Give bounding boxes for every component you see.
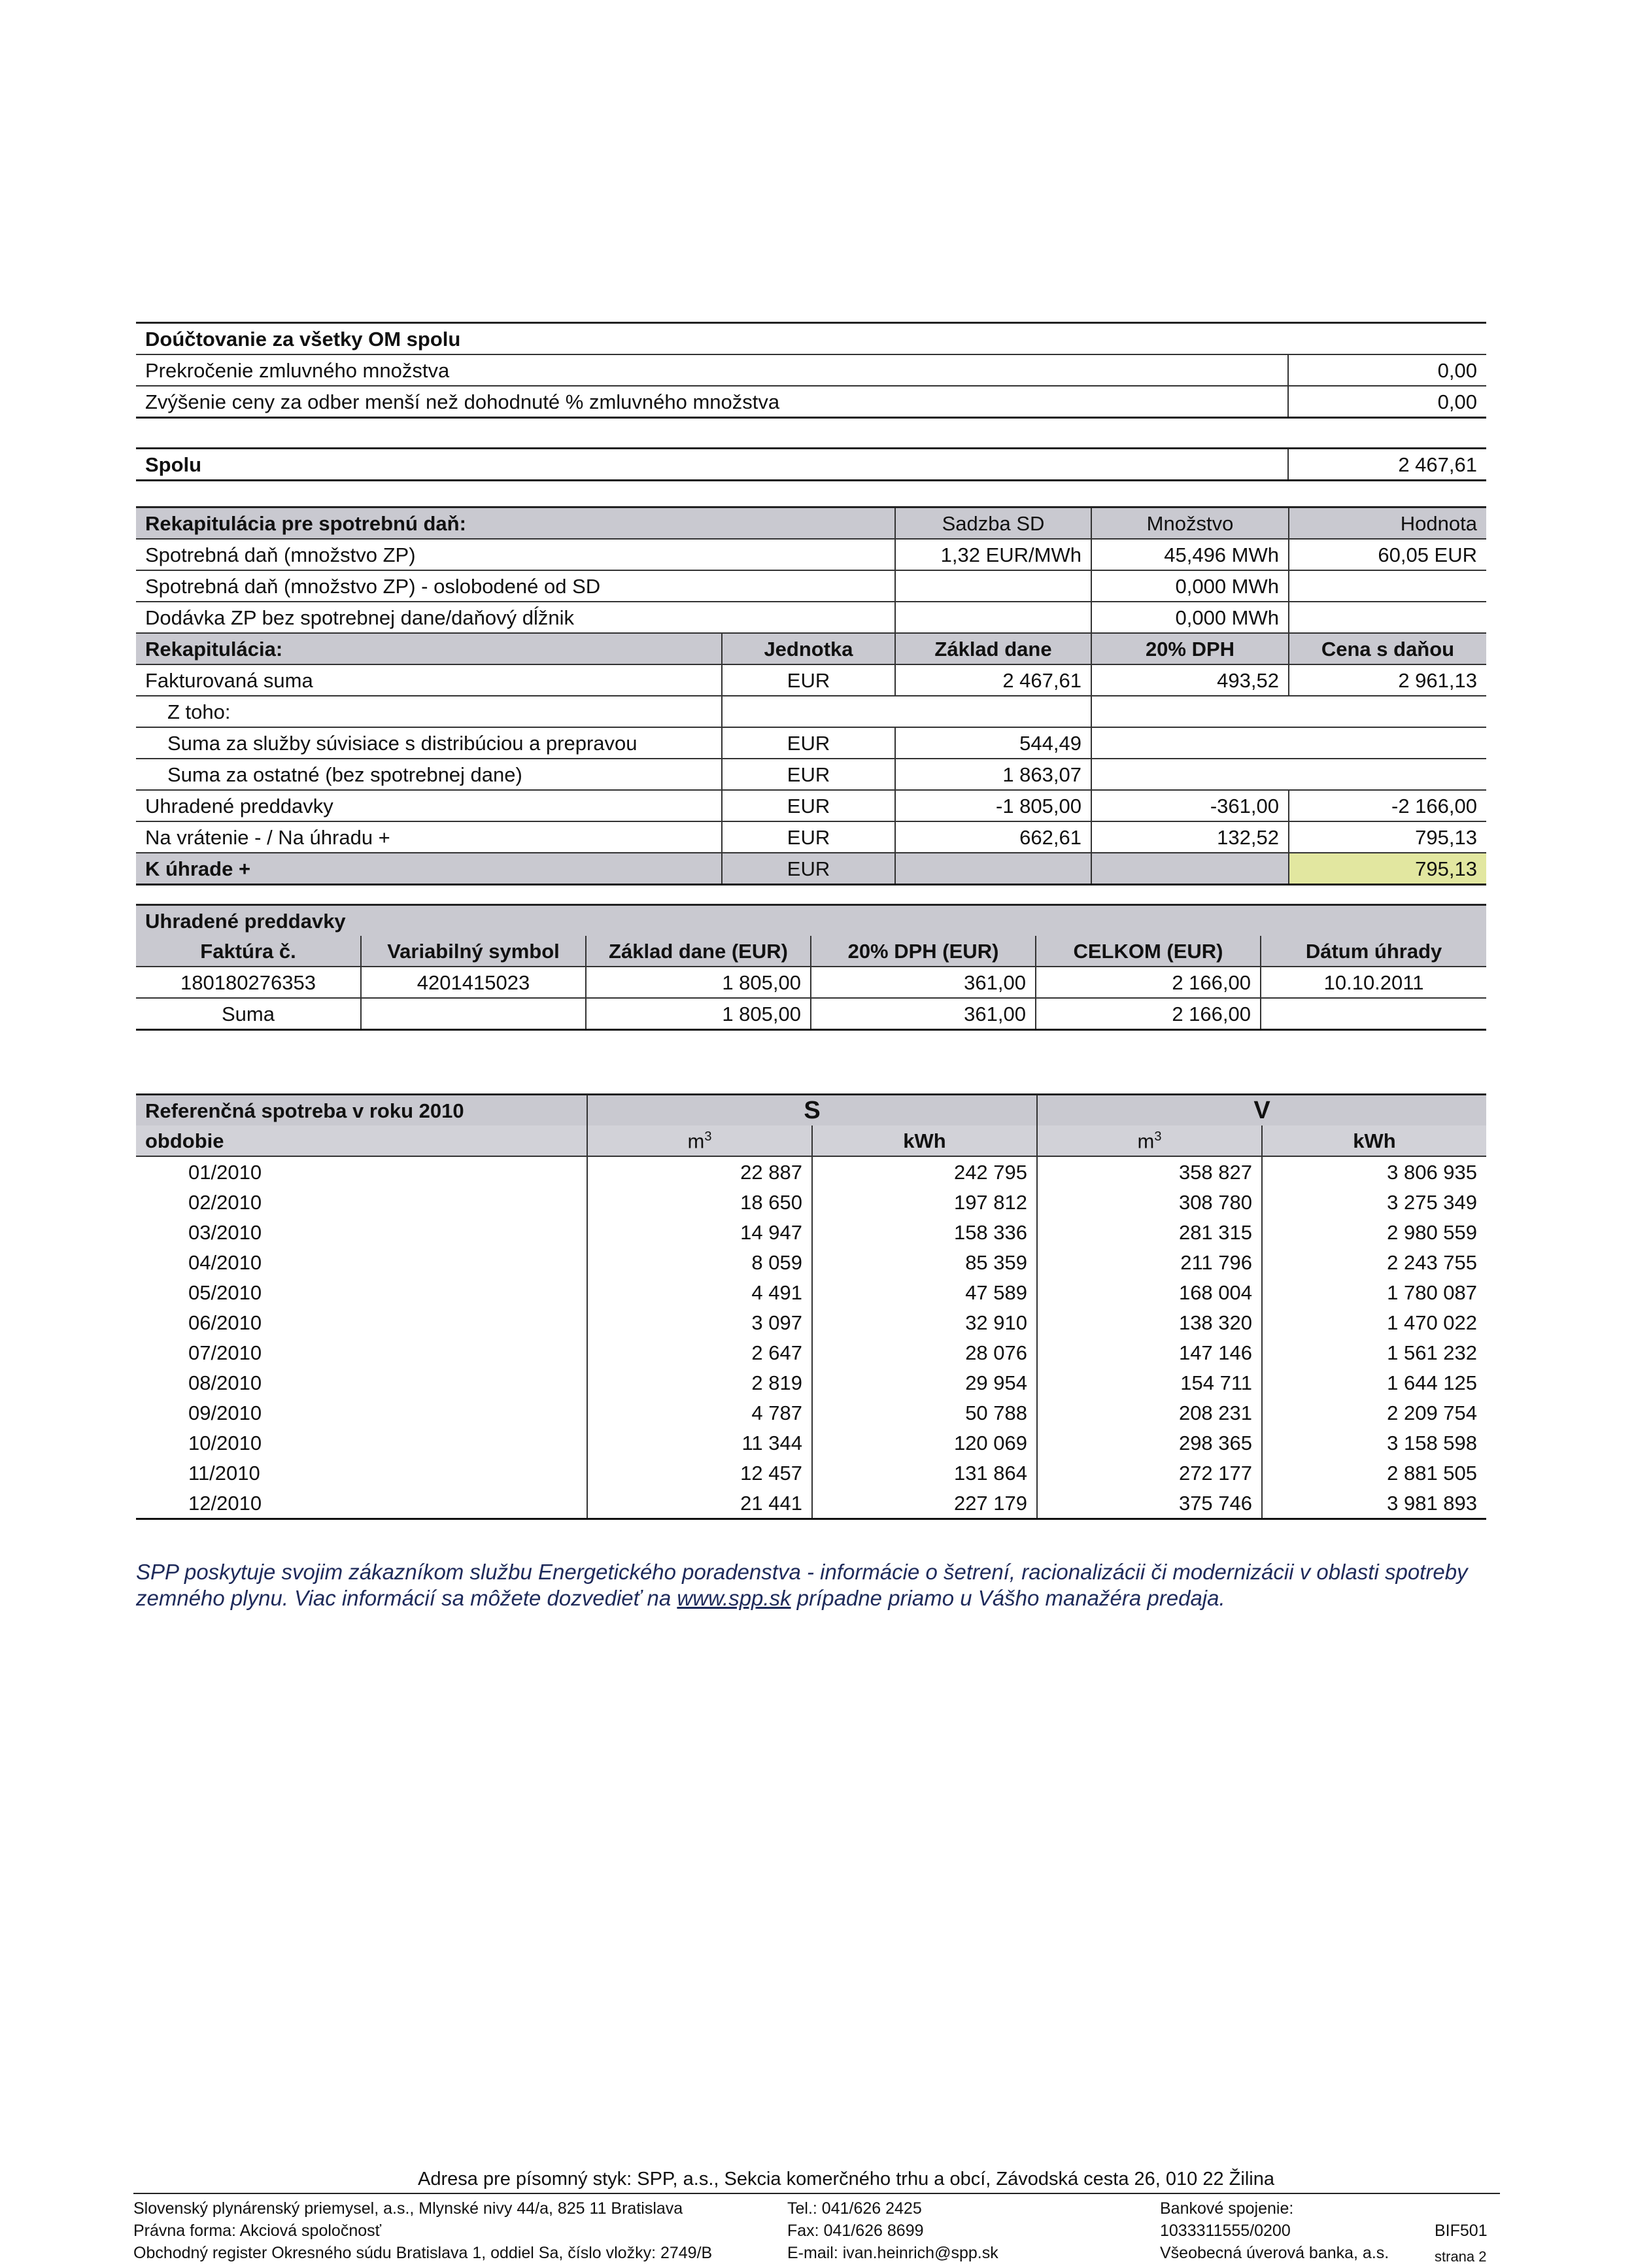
adv-invoice: 180180276353 bbox=[136, 967, 361, 998]
due-unit: EUR bbox=[722, 853, 895, 885]
excise-header bbox=[136, 507, 1486, 540]
footer-address: Adresa pre písomný styk: SPP, a.s., Sekcia komerčného trhu a obcí, Závodská cesta 26, 010 22 Žilina bbox=[418, 2169, 1274, 2190]
reference-header bbox=[136, 1095, 1486, 1126]
note-line-1: SPP poskytuje svojim zákazníkom službu Energetického poradenstva - informácie o šetrení, racionalizácii či modernizácii v oblasti spotreby bbox=[136, 1560, 1468, 1584]
recap-vat: -361,00 bbox=[1091, 790, 1289, 821]
recap-total: 2 961,13 bbox=[1398, 668, 1477, 692]
footer-company: Slovenský plynárenský priemysel, a.s., Mlynské nivy 44/a, 825 11 Bratislava bbox=[133, 2199, 683, 2218]
table-row bbox=[136, 386, 1486, 418]
reference-table bbox=[136, 1093, 1486, 1520]
footer bbox=[133, 2169, 1500, 2265]
excise-value-header: Hodnota bbox=[1289, 507, 1486, 540]
table-row bbox=[136, 821, 1486, 853]
adv-vs: 4201415023 bbox=[361, 967, 586, 998]
adv-date: 10.10.2011 bbox=[1323, 971, 1424, 994]
reference-s-kwh: 158 336 bbox=[812, 1217, 1037, 1247]
recap-base: 1 863,07 bbox=[895, 759, 1091, 790]
reference-v-m3: 168 004 bbox=[1037, 1277, 1262, 1307]
excise-rate bbox=[895, 602, 1091, 633]
advances-header bbox=[136, 936, 1486, 967]
recap-sub-label: Suma za ostatné (bez spotrebnej dane) bbox=[136, 759, 722, 790]
reference-s-kwh: 50 788 bbox=[812, 1398, 1037, 1428]
reference-period: 01/2010 bbox=[136, 1156, 587, 1187]
table-row bbox=[136, 1488, 1486, 1519]
reference-v-kwh: 1 780 087 bbox=[1387, 1280, 1478, 1304]
footer-code-block bbox=[1435, 2197, 1488, 2268]
footer-bank-name: Všeobecná úverová banka, a.s. bbox=[1160, 2244, 1389, 2262]
footer-bank-label: Bankové spojenie: bbox=[1160, 2199, 1294, 2218]
footer-fax: Fax: 041/626 8699 bbox=[787, 2222, 924, 2240]
reference-unit-kwh: kWh bbox=[812, 1125, 1037, 1156]
settlement-title: Doúčtovanie za všetky OM spolu bbox=[145, 327, 461, 351]
footer-register: Obchodný register Okresného súdu Bratislava 1, oddiel Sa, číslo vložky: 2749/B bbox=[133, 2244, 713, 2262]
reference-s-kwh: 131 864 bbox=[812, 1458, 1037, 1488]
due-total: 795,13 bbox=[1289, 853, 1486, 885]
adv-sum-vat: 361,00 bbox=[811, 998, 1036, 1030]
unit-m-label: m bbox=[687, 1129, 705, 1153]
settlement-label: Prekročenie zmluvného množstva bbox=[136, 354, 1288, 386]
note-text: zemného plynu. Viac informácií sa môžete dozvedieť na bbox=[136, 1586, 677, 1610]
reference-subheader bbox=[136, 1125, 1486, 1156]
adv-date-header: Dátum úhrady bbox=[1261, 936, 1486, 967]
recap-base: -1 805,00 bbox=[895, 790, 1091, 821]
due-row bbox=[136, 853, 1486, 885]
reference-v-m3: 281 315 bbox=[1037, 1217, 1262, 1247]
table-row bbox=[136, 1277, 1486, 1307]
reference-s-m3: 4 787 bbox=[587, 1398, 812, 1428]
reference-s-m3: 3 097 bbox=[587, 1307, 812, 1337]
reference-title: Referenčná spotreba v roku 2010 bbox=[136, 1095, 587, 1126]
settlement-table bbox=[136, 322, 1486, 419]
footer-company-block bbox=[133, 2197, 712, 2264]
reference-period: 07/2010 bbox=[136, 1337, 587, 1367]
table-row bbox=[136, 1337, 1486, 1367]
recap-vat: 132,52 bbox=[1091, 821, 1289, 853]
page-number: strana 2 bbox=[1435, 2248, 1487, 2265]
reference-period: 08/2010 bbox=[136, 1367, 587, 1398]
reference-v-m3: 358 827 bbox=[1037, 1156, 1262, 1187]
table-row bbox=[136, 1307, 1486, 1337]
table-row bbox=[136, 570, 1486, 602]
reference-s-m3: 22 887 bbox=[587, 1156, 812, 1187]
reference-period: 06/2010 bbox=[136, 1307, 587, 1337]
table-row bbox=[136, 449, 1486, 481]
reference-period: 10/2010 bbox=[136, 1428, 587, 1458]
excise-qty: 45,496 MWh bbox=[1091, 539, 1289, 570]
table-row bbox=[136, 696, 1486, 727]
recap-unit-header: Jednotka bbox=[722, 633, 895, 664]
table-row bbox=[136, 790, 1486, 821]
recap-table bbox=[136, 506, 1486, 885]
excise-value: 60,05 EUR bbox=[1378, 543, 1477, 566]
reference-body bbox=[136, 1156, 1486, 1519]
reference-s-m3: 14 947 bbox=[587, 1217, 812, 1247]
reference-v-kwh: 1 470 022 bbox=[1387, 1311, 1478, 1334]
table-row bbox=[136, 1428, 1486, 1458]
reference-s-m3: 4 491 bbox=[587, 1277, 812, 1307]
note-line-2 bbox=[136, 1585, 1489, 1611]
excise-rate-header: Sadzba SD bbox=[895, 507, 1091, 540]
reference-period: 04/2010 bbox=[136, 1247, 587, 1277]
reference-v-kwh: 2 881 505 bbox=[1387, 1461, 1478, 1485]
adv-vat: 361,00 bbox=[811, 967, 1036, 998]
reference-s-kwh: 197 812 bbox=[812, 1187, 1037, 1217]
adv-vs-header: Variabilný symbol bbox=[361, 936, 586, 967]
spp-link[interactable]: www.spp.sk bbox=[677, 1586, 791, 1610]
reference-period: 12/2010 bbox=[136, 1488, 587, 1519]
reference-group-s: S bbox=[587, 1095, 1037, 1126]
recap-total: 795,13 bbox=[1415, 825, 1477, 849]
table-row bbox=[136, 967, 1486, 998]
adv-invoice-header: Faktúra č. bbox=[136, 936, 361, 967]
footer-bank-block bbox=[1160, 2197, 1389, 2264]
adv-sum-total: 2 166,00 bbox=[1036, 998, 1261, 1030]
table-row bbox=[136, 1367, 1486, 1398]
unit-sup: 3 bbox=[704, 1129, 712, 1144]
reference-s-m3: 2 647 bbox=[587, 1337, 812, 1367]
reference-v-kwh: 2 243 755 bbox=[1387, 1250, 1478, 1274]
table-row bbox=[136, 1458, 1486, 1488]
advances-title: Uhradené preddavky bbox=[136, 905, 1486, 936]
recap-vat: 493,52 bbox=[1091, 664, 1289, 696]
reference-s-kwh: 242 795 bbox=[812, 1156, 1037, 1187]
reference-v-m3: 308 780 bbox=[1037, 1187, 1262, 1217]
reference-period-header: obdobie bbox=[136, 1125, 587, 1156]
recap-title: Rekapitulácia: bbox=[136, 633, 722, 664]
excise-rate: 1,32 EUR/MWh bbox=[895, 539, 1091, 570]
adv-base-header: Základ dane (EUR) bbox=[586, 936, 811, 967]
footer-email: E-mail: ivan.heinrich@spp.sk bbox=[787, 2244, 998, 2262]
adv-sum-label: Suma bbox=[136, 998, 361, 1030]
adv-base: 1 805,00 bbox=[586, 967, 811, 998]
reference-v-m3: 147 146 bbox=[1037, 1337, 1262, 1367]
total-value: 2 467,61 bbox=[1398, 453, 1477, 476]
reference-period: 02/2010 bbox=[136, 1187, 587, 1217]
excise-title: Rekapitulácia pre spotrebnú daň: bbox=[136, 507, 895, 540]
reference-s-kwh: 120 069 bbox=[812, 1428, 1037, 1458]
table-row bbox=[136, 602, 1486, 633]
excise-label: Dodávka ZP bez spotrebnej dane/daňový dĺžnik bbox=[136, 602, 895, 633]
reference-s-m3: 21 441 bbox=[587, 1488, 812, 1519]
advisory-note bbox=[136, 1559, 1489, 1611]
recap-of-which: Z toho: bbox=[136, 696, 722, 727]
reference-s-m3: 8 059 bbox=[587, 1247, 812, 1277]
total-label: Spolu bbox=[136, 449, 1288, 481]
recap-label: Na vrátenie - / Na úhradu + bbox=[136, 821, 722, 853]
reference-v-kwh: 1 561 232 bbox=[1387, 1341, 1478, 1364]
recap-header bbox=[136, 633, 1486, 664]
table-row bbox=[136, 727, 1486, 759]
reference-period: 05/2010 bbox=[136, 1277, 587, 1307]
reference-s-m3: 18 650 bbox=[587, 1187, 812, 1217]
reference-v-kwh: 3 806 935 bbox=[1387, 1160, 1478, 1184]
reference-s-kwh: 85 359 bbox=[812, 1247, 1037, 1277]
reference-v-m3: 298 365 bbox=[1037, 1428, 1262, 1458]
recap-base: 662,61 bbox=[895, 821, 1091, 853]
reference-s-m3: 12 457 bbox=[587, 1458, 812, 1488]
reference-s-m3: 2 819 bbox=[587, 1367, 812, 1398]
adv-total: 2 166,00 bbox=[1036, 967, 1261, 998]
table-row bbox=[136, 664, 1486, 696]
recap-total-header: Cena s daňou bbox=[1289, 633, 1486, 664]
adv-sum-base: 1 805,00 bbox=[586, 998, 811, 1030]
reference-v-kwh: 3 275 349 bbox=[1387, 1190, 1478, 1214]
reference-s-kwh: 29 954 bbox=[812, 1367, 1037, 1398]
reference-v-m3: 375 746 bbox=[1037, 1488, 1262, 1519]
reference-v-m3: 208 231 bbox=[1037, 1398, 1262, 1428]
recap-base-header: Základ dane bbox=[895, 633, 1091, 664]
reference-s-kwh: 32 910 bbox=[812, 1307, 1037, 1337]
table-row bbox=[136, 1187, 1486, 1217]
recap-base: 2 467,61 bbox=[895, 664, 1091, 696]
reference-period: 09/2010 bbox=[136, 1398, 587, 1428]
excise-value bbox=[1289, 570, 1486, 602]
reference-period: 11/2010 bbox=[136, 1458, 587, 1488]
settlement-value: 0,00 bbox=[1437, 358, 1478, 382]
recap-unit: EUR bbox=[722, 790, 895, 821]
settlement-value: 0,00 bbox=[1437, 390, 1478, 413]
recap-unit: EUR bbox=[722, 821, 895, 853]
table-row bbox=[136, 539, 1486, 570]
recap-sub-label: Suma za služby súvisiace s distribúciou a prepravou bbox=[136, 727, 722, 759]
reference-v-m3: 211 796 bbox=[1037, 1247, 1262, 1277]
recap-unit: EUR bbox=[722, 664, 895, 696]
footer-legal-form: Právna forma: Akciová spoločnosť bbox=[133, 2222, 382, 2240]
total-table bbox=[136, 447, 1486, 481]
settlement-label: Zvýšenie ceny za odber menší než dohodnuté % zmluvného množstva bbox=[136, 386, 1288, 418]
recap-base: 544,49 bbox=[895, 727, 1091, 759]
excise-label: Spotrebná daň (množstvo ZP) bbox=[136, 539, 895, 570]
reference-v-m3: 138 320 bbox=[1037, 1307, 1262, 1337]
reference-s-kwh: 28 076 bbox=[812, 1337, 1037, 1367]
recap-unit: EUR bbox=[722, 759, 895, 790]
unit-m-label: m bbox=[1137, 1129, 1155, 1153]
recap-label: Fakturovaná suma bbox=[136, 664, 722, 696]
recap-label: Uhradené preddavky bbox=[136, 790, 722, 821]
reference-unit-m3 bbox=[1037, 1125, 1262, 1156]
footer-contact-block bbox=[787, 2197, 998, 2264]
reference-v-kwh: 2 209 754 bbox=[1387, 1401, 1478, 1424]
reference-unit-m3 bbox=[587, 1125, 812, 1156]
excise-value bbox=[1289, 602, 1486, 633]
note-text: prípadne priamo u Vášho manažéra predaja. bbox=[791, 1586, 1225, 1610]
unit-sup: 3 bbox=[1154, 1129, 1162, 1144]
adv-total-header: CELKOM (EUR) bbox=[1036, 936, 1261, 967]
reference-s-kwh: 47 589 bbox=[812, 1277, 1037, 1307]
table-row bbox=[136, 998, 1486, 1030]
reference-v-m3: 272 177 bbox=[1037, 1458, 1262, 1488]
excise-rate bbox=[895, 570, 1091, 602]
footer-tel: Tel.: 041/626 2425 bbox=[787, 2199, 922, 2218]
footer-code: BIF501 bbox=[1435, 2222, 1488, 2240]
table-row bbox=[136, 1398, 1486, 1428]
reference-s-kwh: 227 179 bbox=[812, 1488, 1037, 1519]
table-row bbox=[136, 1247, 1486, 1277]
reference-v-kwh: 3 158 598 bbox=[1387, 1431, 1478, 1454]
excise-label: Spotrebná daň (množstvo ZP) - oslobodené od SD bbox=[136, 570, 895, 602]
recap-total: -2 166,00 bbox=[1391, 794, 1477, 817]
advances-table bbox=[136, 904, 1486, 1031]
reference-v-m3: 154 711 bbox=[1037, 1367, 1262, 1398]
adv-vat-header: 20% DPH (EUR) bbox=[811, 936, 1036, 967]
table-row bbox=[136, 759, 1486, 790]
reference-v-kwh: 2 980 559 bbox=[1387, 1220, 1478, 1244]
recap-vat-header: 20% DPH bbox=[1091, 633, 1289, 664]
recap-unit: EUR bbox=[722, 727, 895, 759]
table-row bbox=[136, 1156, 1486, 1187]
reference-v-kwh: 1 644 125 bbox=[1387, 1371, 1478, 1394]
footer-bank-account: 1033311555/0200 bbox=[1160, 2222, 1291, 2240]
advances-title-row bbox=[136, 905, 1486, 936]
reference-group-v: V bbox=[1037, 1095, 1486, 1126]
reference-v-kwh: 3 981 893 bbox=[1387, 1491, 1478, 1515]
reference-unit-kwh: kWh bbox=[1262, 1125, 1486, 1156]
excise-qty-header: Množstvo bbox=[1091, 507, 1289, 540]
table-row bbox=[136, 354, 1486, 386]
excise-qty: 0,000 MWh bbox=[1091, 602, 1289, 633]
reference-s-m3: 11 344 bbox=[587, 1428, 812, 1458]
reference-period: 03/2010 bbox=[136, 1217, 587, 1247]
due-label: K úhrade + bbox=[136, 853, 722, 885]
table-row bbox=[136, 1217, 1486, 1247]
excise-qty: 0,000 MWh bbox=[1091, 570, 1289, 602]
